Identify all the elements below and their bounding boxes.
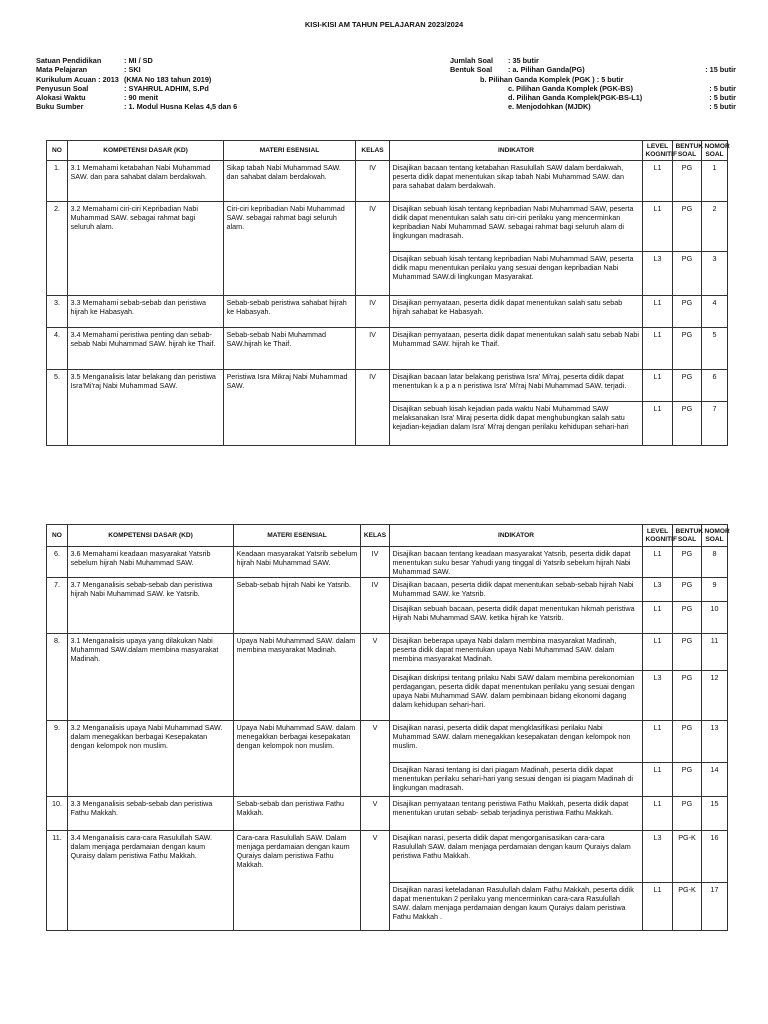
meta-row [36, 102, 366, 111]
cell-level: L1 [643, 763, 673, 797]
cell-bentuk: PG-K [673, 883, 702, 931]
cell-v: : 90 menit [124, 93, 159, 103]
cell-no: 9. [47, 721, 68, 797]
cell-materi: Peristiwa Isra Mikraj Nabi Muhammad SAW. [224, 370, 356, 446]
meta-row [36, 75, 366, 84]
cell-no: 1. [47, 161, 68, 202]
cell-kd: 3.2 Memahami ciri-ciri Kepribadian Nabi Muhammad SAW. sebagai rahmat bagi seluruh alam. [68, 202, 224, 296]
col-header-kd: KOMPETENSI DASAR (KD) [68, 525, 234, 547]
table-row [47, 370, 728, 402]
cell-nomor: 13 [702, 721, 728, 763]
cell-indikator: Disajikan bacaan, peserta didik dapat menentukan sebab-sebab hijrah Nabi Muhammad SAW. ke Yatsrib. [390, 578, 643, 602]
table-row [47, 202, 728, 252]
cell-kd: 3.1 Menganalisis upaya yang dilakukan Nabi Muhammad SAW.dalam membina masyarakat Madinah. [68, 634, 234, 721]
col-header-materi: MATERI ESENSIAL [234, 525, 361, 547]
meta-row [36, 65, 366, 74]
cell-kelas: IV [361, 578, 390, 634]
col-header-no: NO [47, 141, 68, 161]
col-header-bentuk: BENTUK SOAL [673, 141, 702, 161]
cell-materi: Upaya Nabi Muhammad SAW. dalam menegakkan berbagai kesepakatan dengan kelompok non muslim. [234, 721, 361, 797]
cell-k: Jumlah Soal [450, 56, 493, 65]
cell-level: L3 [643, 831, 673, 883]
cell-level: L1 [643, 602, 673, 634]
cell-bentuk: PG [673, 547, 702, 578]
cell-v: b. Pilihan Ganda Komplek (PGK ) : 5 butir [480, 74, 624, 84]
cell-level: L1 [643, 721, 673, 763]
cell-indikator: Disajikan sebuah kisah tentang kepribadian Nabi Muhammad SAW, peserta didik mapu menentukan perilaku yang sesuai dengan kepribadian Nabi Muhammad SAW.di lingkungan Masyarakat. [390, 252, 643, 296]
cell-materi: Cara-cara Rasulullah SAW. Dalam menjaga perdamaian dengan kaum Quraiys dalam peristiwa Fathu Makkah. [234, 831, 361, 931]
col-header-materi: MATERI ESENSIAL [224, 141, 356, 161]
cell-level: L1 [643, 202, 673, 252]
cell-indikator: Disajikan sebuah bacaan, peserta didik dapat menentukan hikmah peristiwa Hijrah Nabi Muhammad SAW. ketika hijrah ke Yatsrib. [390, 602, 643, 634]
cell-materi: Sebab-sebab Nabi Muhammad SAW.hijrah ke Thaif. [224, 328, 356, 370]
cell-kelas: IV [356, 370, 390, 446]
col-header-kd: KOMPETENSI DASAR (KD) [68, 141, 224, 161]
col-header-nomor: NOMOR SOAL [702, 525, 728, 547]
cell-k: Mata Pelajaran [36, 65, 88, 75]
table-header-row [47, 141, 728, 161]
cell-level: L1 [643, 328, 673, 370]
cell-indikator: Disajikan pernyataan tentang peristiwa Fathu Makkah, peserta didik dapat menentukan urutan sebab- sebab terjadinya peristiwa Fathu Makkah. [390, 797, 643, 831]
cell-level: L1 [643, 547, 673, 578]
kisi-kisi-table-1 [46, 140, 728, 446]
cell-v: (KMA No 183 tahun 2019) [124, 74, 212, 84]
cell-kd: 3.3 Menganalisis sebab-sebab dan peristiwa Fathu Makkah. [70, 798, 213, 817]
cell-materi: Sebab-sebab peristiwa sahabat hijrah ke Habasyah. [224, 296, 356, 328]
table-row [47, 296, 728, 328]
cell-no: 3. [47, 296, 68, 328]
cell-nomor: 11 [702, 634, 728, 671]
cell-k: Alokasi Waktu [36, 93, 86, 103]
cell-kd: 3.1 Memahami ketabahan Nabi Muhammad SAW. dan para sahabat dalam berdakwah. [68, 161, 224, 202]
col-header-kelas: KELAS [356, 141, 390, 161]
cell-level: L1 [643, 883, 673, 931]
cell-bentuk: PG [673, 202, 702, 252]
cell-r: : 5 butir [709, 102, 736, 112]
table-row [47, 634, 728, 671]
cell-bentuk: PG [673, 402, 702, 446]
cell-level: L1 [643, 161, 673, 202]
cell-bentuk: PG [673, 252, 702, 296]
cell-k: Satuan Pendidikan [36, 56, 102, 65]
cell-indikator: Disajikan narasi, peserta didik dapat mengklasifikasi perilaku Nabi Muhammad SAW. dalam menegakkan kesepakatan dengan kelompok non muslim. [390, 721, 643, 763]
cell-nomor: 3 [702, 252, 728, 296]
cell-nomor: 9 [702, 578, 728, 602]
meta-right [450, 56, 750, 112]
meta-row [450, 93, 750, 102]
col-header-level: LEVEL KOGNITIF [643, 525, 673, 547]
meta-row [450, 102, 750, 111]
cell-bentuk: PG [673, 602, 702, 634]
meta-row [36, 93, 366, 102]
meta-row [450, 84, 750, 93]
cell-nomor: 17 [702, 883, 728, 931]
cell-nomor: 16 [702, 831, 728, 883]
cell-k: Buku Sumber [36, 102, 84, 112]
cell-kd: 3.6 Memahami keadaan masyarakat Yatsrib sebelum hijrah Nabi Muhammad SAW. [68, 547, 234, 578]
cell-k: Penyusun Soal [36, 83, 89, 93]
kisi-kisi-table-2 [46, 524, 728, 931]
cell-level: L1 [643, 370, 673, 402]
cell-bentuk: PG [673, 797, 702, 831]
cell-no: 8. [47, 634, 68, 721]
table-row [47, 328, 728, 370]
meta-row [36, 56, 366, 65]
cell-level: L1 [643, 797, 673, 831]
cell-materi: Sikap tabah Nabi Muhammad SAW. dan sahabat dalam berdakwah. [224, 161, 356, 202]
table-row [47, 831, 728, 883]
cell-no: 2. [47, 202, 68, 296]
cell-kd: 3.2 Menganalisis upaya Nabi Muhammad SAW. dalam menegakkan berbagai Kesepakatan dengan kelompok non muslim. [68, 721, 234, 797]
table-row [47, 161, 728, 202]
cell-nomor: 6 [702, 370, 728, 402]
cell-kelas: IV [356, 296, 390, 328]
cell-level: L1 [643, 296, 673, 328]
cell-no: 5. [47, 370, 68, 446]
cell-indikator: Disajikan beberapa upaya Nabi dalam membina masyarakat Madinah, peserta didik dapat menentukan upaya Nabi Muhammad SAW. dalam membina masyarakat Madinah. [390, 634, 643, 671]
cell-materi: Keadaan masyarakat Yatsrib sebelum hijrah Nabi Muhammad SAW. [234, 547, 361, 578]
table-row [47, 797, 728, 831]
table-row [47, 547, 728, 578]
col-header-kelas: KELAS [361, 525, 390, 547]
meta-row [36, 84, 366, 93]
cell-bentuk: PG [673, 634, 702, 671]
cell-nomor: 8 [702, 547, 728, 578]
table-row [47, 721, 728, 763]
cell-indikator: Disajikan pernyataan, peserta didik dapat menentukan salah satu sebab Nabi Muhammad SAW. hijrah ke Thaif. [390, 328, 643, 370]
cell-level: L1 [643, 402, 673, 446]
cell-indikator: Disajikan bacaan latar belakang peristiwa Isra' Mi'raj, peserta didik dapat menentukan k a p a n peristiwa Isra' Mi'raj Nabi Muhammad SAW. terjadi. [390, 370, 643, 402]
cell-indikator: Disajikan bacaan tentang ketabahan Rasulullah SAW dalam berdakwah, peserta didik dapat menentukan sikap tabah Nabi Muhammad SAW. dan para sahabat dalam berdakwah. [390, 161, 643, 202]
cell-bentuk: PG [673, 296, 702, 328]
cell-bentuk: PG-K [673, 831, 702, 883]
cell-no: 10. [47, 797, 68, 831]
cell-nomor: 1 [702, 161, 728, 202]
cell-no: 6. [47, 547, 68, 578]
table-row [47, 578, 728, 602]
cell-kd: 3.3 Memahami sebab-sebab dan peristiwa hijrah ke Habasyah. [68, 296, 224, 328]
cell-indikator: Disajikan Narasi tentang isi dari piagam Madinah, peserta didik dapat menentukan perilaku sehari-hari yang sesuai dengan isi piagam Madinah di lingkungan madrasah. [390, 763, 643, 797]
cell-kelas: V [361, 721, 390, 797]
cell-indikator: Disajikan diskripsi tentang prilaku Nabi SAW dalam membina perekonomian perdagangan, peserta didik dapat menentukan perilaku yang sesuai dengan upaya Nabi Muhammad SAW. dalam pembinaan bidang ekonomi dagang dalam kehidupan sehari-hari. [390, 671, 643, 721]
cell-kelas: IV [356, 161, 390, 202]
cell-nomor: 10 [702, 602, 728, 634]
cell-no: 4. [47, 328, 68, 370]
cell-bentuk: PG [673, 328, 702, 370]
cell-r: : 5 butir [709, 83, 736, 93]
cell-v: : 1. Modul Husna Kelas 4,5 dan 6 [124, 102, 238, 112]
meta-left [36, 56, 366, 112]
cell-indikator: Disajikan sebuah kisah kejadian pada waktu Nabi Muhammad SAW melaksanakan Isra' Miraj peserta didik dapat menghubungkan salah satu kejadian-kejadian dalam Isra' Mi'raj dengan perilaku kehidupan sehari-hari [390, 402, 643, 446]
cell-kd: 3.4 Memahami peristiwa penting dan sebab-sebab Nabi Muhammad SAW. hijrah ke Thaif. [68, 328, 224, 370]
cell-bentuk: PG [673, 721, 702, 763]
cell-materi: Upaya Nabi Muhammad SAW. dalam membina masyarakat Madinah. [234, 634, 361, 721]
meta-row [450, 56, 750, 65]
cell-kelas: V [361, 797, 390, 831]
cell-indikator: Disajikan narasi keteladanan Rasulullah dalam Fathu Makkah, peserta didik dapat menentukan 2 perilaku yang mencerminkan cara-cara Rasulullah SAW. dalam menjaga perdamaian dengan kaum Quraiys dalam peristiwa Fathu Makkah . [390, 883, 643, 931]
cell-materi: Sebab-sebab hijrah Nabi ke Yatsrib. [234, 578, 361, 634]
cell-bentuk: PG [673, 370, 702, 402]
cell-kelas: V [361, 634, 390, 721]
cell-materi: Sebab-sebab dan peristiwa Fathu Makkah. [234, 797, 361, 831]
cell-bentuk: PG [673, 161, 702, 202]
cell-v: : SYAHRUL ADHIM, S.Pd [124, 83, 209, 93]
cell-level: L3 [643, 252, 673, 296]
meta-row [450, 65, 750, 74]
cell-level: L3 [643, 671, 673, 721]
cell-r: : 15 butir [705, 65, 736, 75]
kd-fathu-makkah [68, 797, 234, 831]
cell-bentuk: PG [673, 671, 702, 721]
cell-v: : a. Pilihan Ganda(PG) [508, 65, 585, 75]
cell-v: e. Menjodohkan (MJDK) [508, 102, 591, 112]
cell-bentuk: PG [673, 578, 702, 602]
cell-indikator: Disajikan bacaan tentang keadaan masyarakat Yatsrib, peserta didik dapat menentukan suku besar Yahudi yang tinggal di Yatsrib sebelum hijrah Nabi Muhammad SAW. [390, 547, 643, 578]
cell-nomor: 4 [702, 296, 728, 328]
meta-row [450, 75, 750, 84]
cell-indikator: Disajikan narasi, peserta didik dapat mengorganisasikan cara-cara Rasulullah SAW. dalam menjaga perdamaian dengan kaum Quraiys dalam peristiwa Fathu Makkah. [390, 831, 643, 883]
cell-bentuk: PG [673, 763, 702, 797]
cell-nomor: 15 [702, 797, 728, 831]
col-header-no: NO [47, 525, 68, 547]
cell-indikator: Disajikan pernyataan, peserta didik dapat menentukan salah satu sebab hijrah sahabat ke Habasyah. [390, 296, 643, 328]
cell-kd: 3.4 Menganalisis cara-cara Rasulullah SAW. dalam menjaga perdamaian dengan kaum Quraisy dalam peristiwa Fathu Makkah. [68, 831, 234, 931]
cell-nomor: 12 [702, 671, 728, 721]
cell-nomor: 7 [702, 402, 728, 446]
cell-kelas: IV [356, 328, 390, 370]
cell-kelas: V [361, 831, 390, 931]
cell-nomor: 2 [702, 202, 728, 252]
cell-level: L1 [643, 634, 673, 671]
cell-no: 11. [47, 831, 68, 931]
col-header-bentuk: BENTUK SOAL [673, 525, 702, 547]
cell-v: c. Pilihan Ganda Komplek (PGK-BS) [508, 83, 633, 93]
cell-materi: Ciri-ciri kepribadian Nabi Muhammad SAW. sebagai rahmat bagi seluruh alam. [224, 202, 356, 296]
cell-level: L3 [643, 578, 673, 602]
table-header-row [47, 525, 728, 547]
cell-k: Bentuk Soal [450, 65, 493, 75]
cell-k: Kurikulum Acuan : 2013 [36, 74, 119, 84]
cell-v: : 35 butir [508, 56, 539, 65]
cell-kd: 3.7 Menganalisis sebab-sebab dan peristiwa hijrah Nabi Muhammad SAW. ke Yatsrib. [68, 578, 234, 634]
cell-v: : MI / SD [124, 56, 153, 65]
cell-nomor: 5 [702, 328, 728, 370]
col-header-indikator: INDIKATOR [390, 141, 643, 161]
cell-nomor: 14 [702, 763, 728, 797]
cell-kelas: IV [361, 547, 390, 578]
cell-kd: 3.5 Menganalisis latar belakang dan peristiwa Isra'Mi'raj Nabi Muhammad SAW. [68, 370, 224, 446]
col-header-indikator: INDIKATOR [390, 525, 643, 547]
col-header-level: LEVEL KOGNITIF [643, 141, 673, 161]
document-title: KISI-KISI AM TAHUN PELAJARAN 2023/2024 [304, 20, 464, 29]
cell-kelas: IV [356, 202, 390, 296]
cell-r: : 5 butir [709, 93, 736, 103]
col-header-nomor: NOMOR SOAL [702, 141, 728, 161]
cell-v: : SKI [124, 65, 141, 75]
cell-no: 7. [47, 578, 68, 634]
cell-indikator: Disajikan sebuah kisah tentang kepribadian Nabi Muhammad SAW, peserta didik dapat menentukan salah satu ciri-ciri perilaku yang mencerminkan kepribadian Nabi Muhammad SAW. sebagai rahmat bagi seluruh alam di lingkungan madrasah. [390, 202, 643, 252]
cell-v: d. Pilihan Ganda Komplek(PGK-BS-L1) [508, 93, 643, 103]
